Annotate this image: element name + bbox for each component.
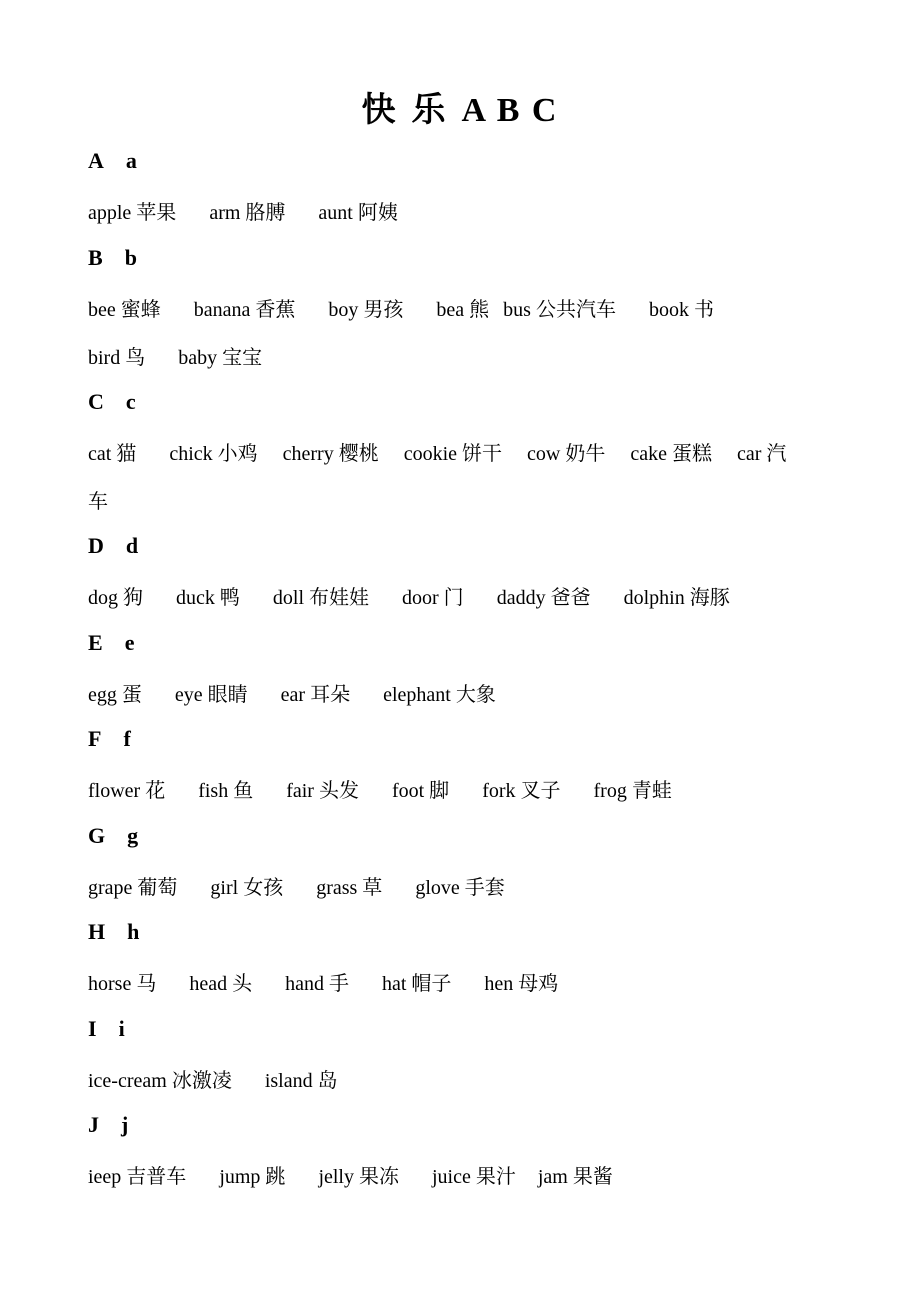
word-line [88,293,714,322]
word-item: aunt 阿姨 [318,202,398,224]
lower-letter: d [125,533,139,558]
title-char-2: 乐 [411,92,448,129]
upper-letter: J [88,1112,99,1137]
word-item: frog 青蛙 [593,780,672,802]
word-item: jam 果酱 [537,1166,613,1188]
word-item: grape 葡萄 [88,877,178,899]
word-line [88,437,786,466]
word-item: cherry 樱桃 [282,443,379,465]
word-item: ear 耳朵 [280,684,351,706]
word-item: chick 小鸡 [169,443,258,465]
lower-letter: a [125,148,137,173]
letter-heading-h [88,919,139,945]
word-line [88,774,672,803]
lower-letter: j [121,1112,129,1137]
letter-heading-a [88,148,137,174]
word-item: juice 果汁 [431,1166,516,1188]
page-title [0,82,920,131]
word-line [88,581,730,610]
letter-heading-j [88,1112,128,1138]
word-item: hand 手 [285,973,349,995]
word-item: bus 公共汽车 [503,299,616,321]
word-item: dolphin 海豚 [623,587,730,609]
word-item: banana 香蕉 [193,299,296,321]
word-item: glove 手套 [415,877,505,899]
word-item: elephant 大象 [383,684,496,706]
word-item: egg 蛋 [88,684,142,706]
word-item: bea 熊 [436,299,490,321]
word-item: fair 头发 [286,780,359,802]
word-item: baby 宝宝 [178,347,263,369]
word-line [88,967,558,996]
word-item: cake 蛋糕 [630,443,712,465]
word-item: cat 猫 [88,443,137,465]
lower-letter: b [124,245,137,270]
letter-heading-f [88,726,131,752]
letter-heading-d [88,533,138,559]
word-item: foot 脚 [391,780,450,802]
word-item: duck 鸭 [176,587,240,609]
word-line [88,1064,338,1093]
lower-letter: i [118,1016,125,1041]
word-item: hen 母鸡 [484,973,559,995]
letter-heading-b [88,245,137,271]
word-item: horse 马 [88,973,157,995]
word-line [88,341,262,370]
letter-heading-e [88,630,134,656]
lower-letter: g [127,823,139,848]
letter-heading-c [88,389,136,415]
title-char-1: 快 [361,92,398,129]
word-item: apple 苹果 [88,202,177,224]
word-item: island 岛 [264,1070,338,1092]
word-item: car 汽 [736,443,787,465]
upper-letter: A [88,148,104,173]
word-item: cookie 饼干 [403,443,503,465]
upper-letter: G [88,823,106,848]
upper-letter: F [88,726,102,751]
word-item: jelly 果冻 [318,1166,399,1188]
word-item: daddy 爸爸 [496,587,591,609]
word-item: ieep 吉普车 [88,1166,187,1188]
word-line [88,196,398,225]
word-item: boy 男孩 [328,299,404,321]
word-item: doll 布娃娃 [272,587,370,609]
word-item: fish 鱼 [198,780,254,802]
word-item: eye 眼睛 [174,684,248,706]
lower-letter: f [123,726,131,751]
upper-letter: C [88,389,104,414]
lower-letter: h [127,919,140,944]
word-item: dog 狗 [88,587,143,609]
word-line [88,1160,613,1189]
word-line [88,485,108,514]
word-item: jump 跳 [219,1166,286,1188]
word-item: flower 花 [88,780,166,802]
upper-letter: I [88,1016,97,1041]
upper-letter: H [88,919,106,944]
word-item: book 书 [648,299,714,321]
upper-letter: B [88,245,103,270]
word-item: cow 奶牛 [527,443,606,465]
word-item: 车 [88,491,108,513]
word-line [88,678,496,707]
word-item: arm 胳膊 [209,202,286,224]
letter-heading-g [88,823,138,849]
word-item: bird 鸟 [88,347,146,369]
word-item: hat 帽子 [381,973,452,995]
word-item: head 头 [189,973,253,995]
word-line [88,871,505,900]
upper-letter: E [88,630,103,655]
lower-letter: c [125,389,136,414]
lower-letter: e [124,630,135,655]
word-item: ice-cream 冰激凌 [88,1070,232,1092]
word-item: girl 女孩 [210,877,284,899]
word-item: fork 叉子 [482,780,561,802]
word-item: door 门 [402,587,464,609]
title-abc: A B C [461,92,559,129]
letter-heading-i [88,1016,125,1042]
word-item: grass 草 [316,877,383,899]
upper-letter: D [88,533,104,558]
word-item: bee 蜜蜂 [88,299,161,321]
